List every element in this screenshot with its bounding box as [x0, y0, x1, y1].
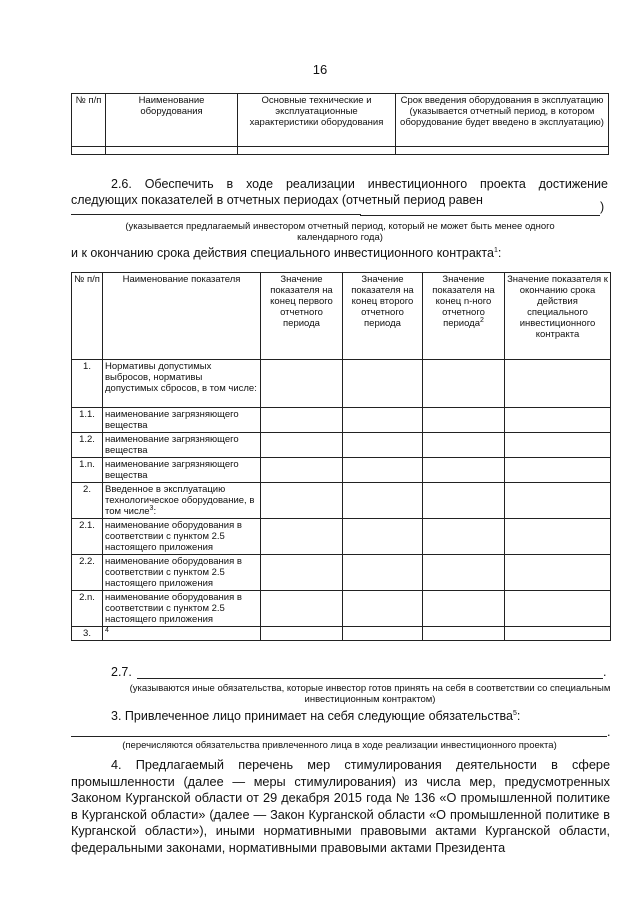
header-cell: Основные технические и эксплуатационные характеристики оборудования: [238, 94, 396, 147]
reporting-period-blank: [360, 207, 600, 216]
table-row: [72, 458, 611, 483]
row-number: 2.: [72, 483, 103, 519]
row-number: 3.: [72, 627, 103, 641]
table-row: [72, 519, 611, 555]
header-cell: Наименование показателя: [103, 273, 261, 360]
page-number: 16: [312, 62, 328, 77]
section-2-6-close: ): [600, 200, 605, 214]
header-cell: Значение показателя на конец первого отчетного периода: [261, 273, 343, 360]
section-3-blank: [71, 726, 607, 737]
row-name: наименование загрязняющего вещества: [103, 433, 261, 458]
table-header-row: [72, 94, 609, 147]
section-2-7-blank: [137, 666, 603, 679]
row-number: 1.1.: [72, 408, 103, 433]
table-row: [72, 433, 611, 458]
row-name: наименование оборудования в соответствии с пунктом 2.5 настоящего приложения: [103, 591, 261, 627]
table-row: [72, 483, 611, 519]
header-cell: Наименование оборудования: [106, 94, 238, 147]
row-number: 1.: [72, 360, 103, 408]
row-name: Нормативы допустимых выбросов, нормативы допустимых сбросов, в том числе:: [103, 360, 261, 408]
section-2-6-continuation: и к окончанию срока действия специального инвестиционного контракта$^1$:: [71, 246, 502, 260]
header-cell: Значение показателя на конец второго отчетного периода: [343, 273, 423, 360]
header-cell: Срок введения оборудования в эксплуатацию (указывается отчетный период, в котором оборудование будет введено в эксплуатацию): [396, 94, 609, 147]
section-3-text: 3. Привлеченное лицо принимает на себя следующие обязательства$^5$:: [111, 709, 521, 723]
section-2-7-label: 2.7.: [111, 665, 132, 679]
row-name: Введенное в эксплуатацию технологическое оборудование, в том числе$^3$:: [103, 483, 261, 519]
section-2-6-text: 2.6. Обеспечить в ходе реализации инвестиционного проекта достижение следующих показателей в отчетных периодах (отчетный период равен: [71, 177, 608, 207]
table-row: [72, 591, 611, 627]
table-header-row: [72, 273, 611, 360]
header-cell: № п/п: [72, 94, 106, 147]
row-number: 2.1.: [72, 519, 103, 555]
row-name: наименование загрязняющего вещества: [103, 458, 261, 483]
row-name: наименование оборудования в соответствии с пунктом 2.5 настоящего приложения: [103, 519, 261, 555]
table-row: [72, 360, 611, 408]
section-2-6-note: (указывается предлагаемый инвестором отчетный период, который не может быть менее одного календарного года): [125, 221, 555, 243]
table-row: [72, 555, 611, 591]
row-number: 2.2.: [72, 555, 103, 591]
indicators-table: [71, 272, 611, 641]
equipment-table: [71, 93, 609, 155]
section-4-text: 4. Предлагаемый перечень мер стимулирования деятельности в сфере промышленности (далее — меры стимулирования) из числа мер, предусмотренных Законом Курганской области от 29 декабря 2015 года № 136 «О промышленной политике в Курганской области» (далее — Закон Курганской области «О промышленной политике в Курганской области»), иными нормативными правовыми актами Курганской области, федеральными законами, нормативными правовыми актами Президента: [71, 758, 610, 855]
row-name: наименование оборудования в соответствии с пунктом 2.5 настоящего приложения: [103, 555, 261, 591]
header-cell: Значение показателя к окончанию срока действия специального инвестиционного контракта: [505, 273, 611, 360]
row-name: 4: [103, 627, 261, 641]
header-cell: № п/п: [72, 273, 103, 360]
row-number: 2.n.: [72, 591, 103, 627]
section-3-note: (перечисляются обязательства привлеченного лица в ходе реализации инвестиционного проекта): [122, 740, 557, 751]
blank-line: [71, 213, 361, 215]
row-number: 1.2.: [72, 433, 103, 458]
table-row: [72, 408, 611, 433]
row-number: 1.n.: [72, 458, 103, 483]
row-name: наименование загрязняющего вещества: [103, 408, 261, 433]
table-row: [72, 627, 611, 641]
section-2-7-note: (указываются иные обязательства, которые инвестор готов принять на себя в соответствии со специальным инвестиционным контрактом): [129, 683, 611, 705]
table-row: [72, 147, 609, 155]
header-cell: Значение показателя на конец n-ного отчетного периода$^2$: [423, 273, 505, 360]
